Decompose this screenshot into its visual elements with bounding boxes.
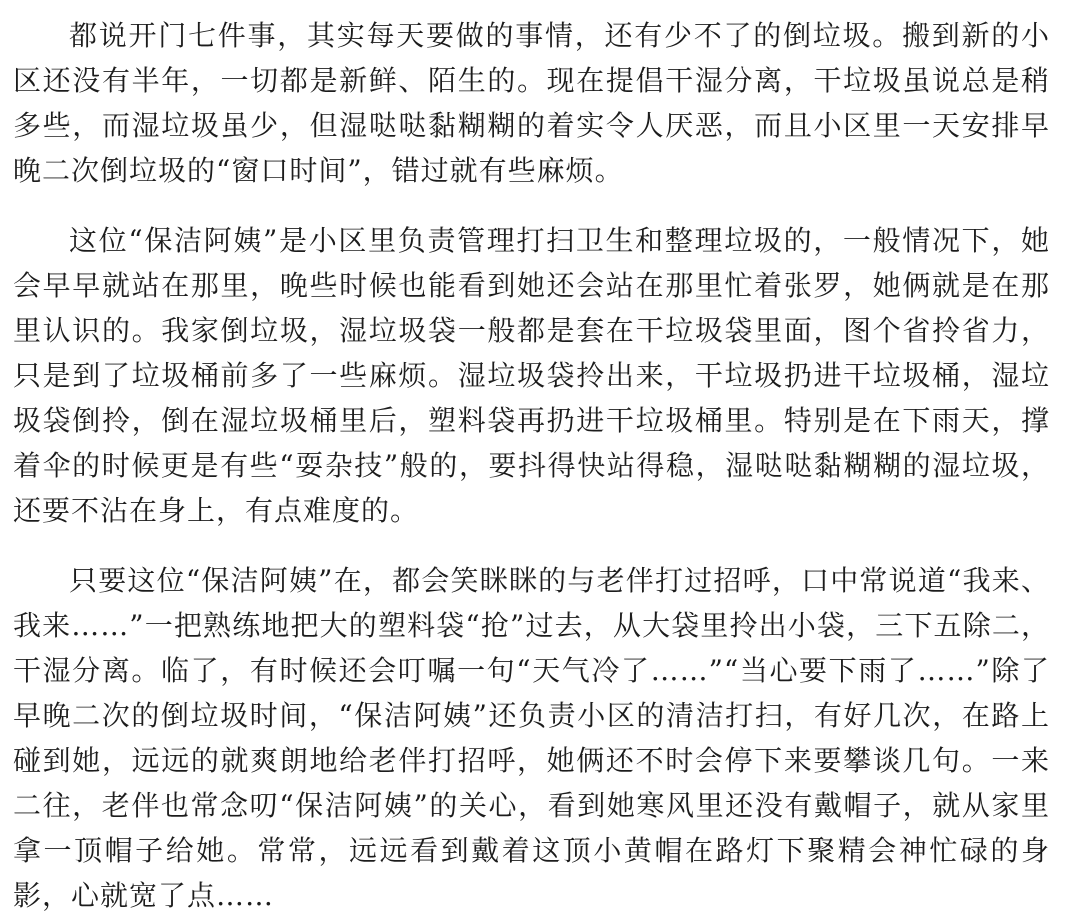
paragraph-opening-garbage-chores: 都说开门七件事，其实每天要做的事情，还有少不了的倒垃圾。搬到新的小区还没有半年，一切都是新鲜、陌生的。现在提倡干湿分离，干垃圾虽说总是稍多些，而湿垃圾虽少，但湿哒哒黏糊糊的着实令人厌恶，而且小区里一天安排早晚二次倒垃圾的“窗口时间”，错过就有些麻烦。 [13, 19, 1050, 187]
paragraph-cleaning-lady-kindness: 只要这位“保洁阿姨”在，都会笑眯眯的与老伴打过招呼，口中常说道“我来、我来……”一把熟练地把大的塑料袋“抢”过去，从大袋里拎出小袋，三下五除二，干湿分离。临了，有时候还会叮嘱一句“天气冷了……”“当心要下雨了……”除了早晚二次的倒垃圾时间，“保洁阿姨”还负责小区的清洁打扫，有好几次，在路上碰到她，远远的就爽朗地给老伴打招呼，她俩还不时会停下来要攀谈几句。一来二往，老伴也常念叨“保洁阿姨”的关心，看到她寒风里还没有戴帽子，就从家里拿一顶帽子给她。常常，远远看到戴着这顶小黄帽在路灯下聚精会神忙碌的身影，心就宽了点…… [13, 564, 1050, 912]
paragraph-cleaning-lady-duties: 这位“保洁阿姨”是小区里负责管理打扫卫生和整理垃圾的，一般情况下，她会早早就站在那里，晚些时候也能看到她还会站在那里忙着张罗，她俩就是在那里认识的。我家倒垃圾，湿垃圾袋一般都是套在干垃圾袋里面，图个省拎省力，只是到了垃圾桶前多了一些麻烦。湿垃圾袋拎出来，干垃圾扔进干垃圾桶，湿垃圾袋倒拎，倒在湿垃圾桶里后，塑料袋再扔进干垃圾桶里。特别是在下雨天，撑着伞的时候更是有些“耍杂技”般的，要抖得快站得稳，湿哒哒黏糊糊的湿垃圾，还要不沾在身上，有点难度的。 [13, 224, 1050, 527]
